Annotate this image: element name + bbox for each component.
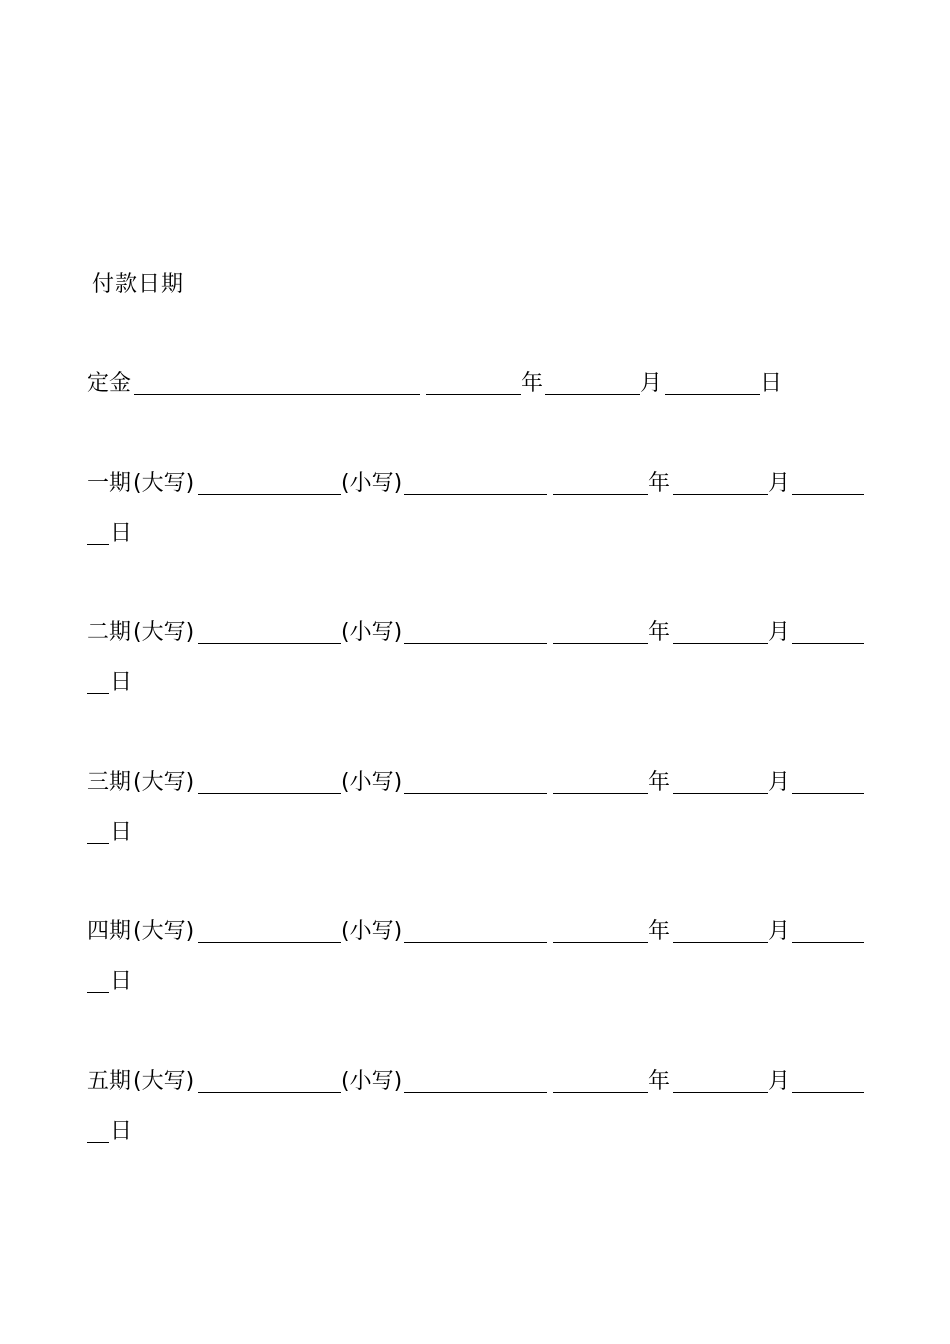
day-blank[interactable] bbox=[792, 942, 864, 943]
month-blank[interactable] bbox=[673, 942, 768, 943]
installment-day-line bbox=[87, 818, 147, 848]
year-blank[interactable] bbox=[553, 942, 648, 943]
day-blank-continued[interactable] bbox=[87, 843, 109, 844]
deposit-year-label: 年 bbox=[521, 371, 544, 396]
lower-amount-blank[interactable] bbox=[404, 1092, 547, 1093]
month-blank[interactable] bbox=[673, 1092, 768, 1093]
installment-label: 二期 bbox=[87, 620, 132, 645]
lower-amount-blank[interactable] bbox=[404, 643, 547, 644]
month-blank[interactable] bbox=[673, 494, 768, 495]
year-label: 年 bbox=[648, 471, 671, 496]
installment-label: 三期 bbox=[87, 770, 132, 795]
lower-amount-blank[interactable] bbox=[404, 793, 547, 794]
upper-case-label: (大写) bbox=[133, 1069, 195, 1094]
month-blank[interactable] bbox=[673, 643, 768, 644]
month-label: 月 bbox=[768, 1069, 791, 1094]
installment-label: 一期 bbox=[87, 471, 132, 496]
lower-amount-blank[interactable] bbox=[404, 942, 547, 943]
deposit-amount-blank[interactable] bbox=[134, 394, 420, 395]
installment-label: 五期 bbox=[87, 1069, 132, 1094]
month-label: 月 bbox=[768, 620, 791, 645]
deposit-month-blank[interactable] bbox=[545, 394, 640, 395]
installment-day-line bbox=[87, 967, 147, 997]
year-label: 年 bbox=[648, 919, 671, 944]
deposit-day-blank[interactable] bbox=[665, 394, 760, 395]
year-label: 年 bbox=[648, 770, 671, 795]
lower-case-label: (小写) bbox=[341, 620, 403, 645]
month-label: 月 bbox=[768, 770, 791, 795]
month-blank[interactable] bbox=[673, 793, 768, 794]
deposit-year-blank[interactable] bbox=[426, 394, 521, 395]
deposit-day-label: 日 bbox=[760, 371, 783, 396]
year-blank[interactable] bbox=[553, 494, 648, 495]
year-blank[interactable] bbox=[553, 793, 648, 794]
upper-amount-blank[interactable] bbox=[198, 1092, 341, 1093]
day-blank-continued[interactable] bbox=[87, 992, 109, 993]
month-label: 月 bbox=[768, 919, 791, 944]
installment-day-line bbox=[87, 668, 147, 698]
day-blank-continued[interactable] bbox=[87, 693, 109, 694]
installment-line bbox=[87, 618, 867, 648]
lower-case-label: (小写) bbox=[341, 1069, 403, 1094]
upper-case-label: (大写) bbox=[133, 471, 195, 496]
installment-day-line bbox=[87, 519, 147, 549]
installment-line bbox=[87, 917, 867, 947]
day-blank-continued[interactable] bbox=[87, 544, 109, 545]
deposit-month-label: 月 bbox=[640, 371, 663, 396]
day-blank[interactable] bbox=[792, 793, 864, 794]
day-label: 日 bbox=[110, 670, 133, 695]
year-blank[interactable] bbox=[553, 1092, 648, 1093]
deposit-line bbox=[87, 369, 807, 399]
lower-case-label: (小写) bbox=[341, 770, 403, 795]
installment-label: 四期 bbox=[87, 919, 132, 944]
lower-amount-blank[interactable] bbox=[404, 494, 547, 495]
month-label: 月 bbox=[768, 471, 791, 496]
year-label: 年 bbox=[648, 620, 671, 645]
lower-case-label: (小写) bbox=[341, 919, 403, 944]
upper-case-label: (大写) bbox=[133, 620, 195, 645]
installment-line bbox=[87, 768, 867, 798]
year-blank[interactable] bbox=[553, 643, 648, 644]
lower-case-label: (小写) bbox=[341, 471, 403, 496]
day-blank[interactable] bbox=[792, 643, 864, 644]
upper-amount-blank[interactable] bbox=[198, 494, 341, 495]
upper-amount-blank[interactable] bbox=[198, 643, 341, 644]
day-label: 日 bbox=[110, 820, 133, 845]
day-label: 日 bbox=[110, 969, 133, 994]
upper-case-label: (大写) bbox=[133, 919, 195, 944]
day-blank[interactable] bbox=[792, 494, 864, 495]
installment-line bbox=[87, 469, 867, 499]
day-label: 日 bbox=[110, 1119, 133, 1144]
section-heading: 付款日期 bbox=[92, 272, 185, 297]
day-label: 日 bbox=[110, 521, 133, 546]
day-blank[interactable] bbox=[792, 1092, 864, 1093]
installment-day-line bbox=[87, 1117, 147, 1147]
upper-amount-blank[interactable] bbox=[198, 793, 341, 794]
day-blank-continued[interactable] bbox=[87, 1142, 109, 1143]
installment-line bbox=[87, 1067, 867, 1097]
deposit-label: 定金 bbox=[87, 371, 132, 396]
upper-case-label: (大写) bbox=[133, 770, 195, 795]
upper-amount-blank[interactable] bbox=[198, 942, 341, 943]
year-label: 年 bbox=[648, 1069, 671, 1094]
